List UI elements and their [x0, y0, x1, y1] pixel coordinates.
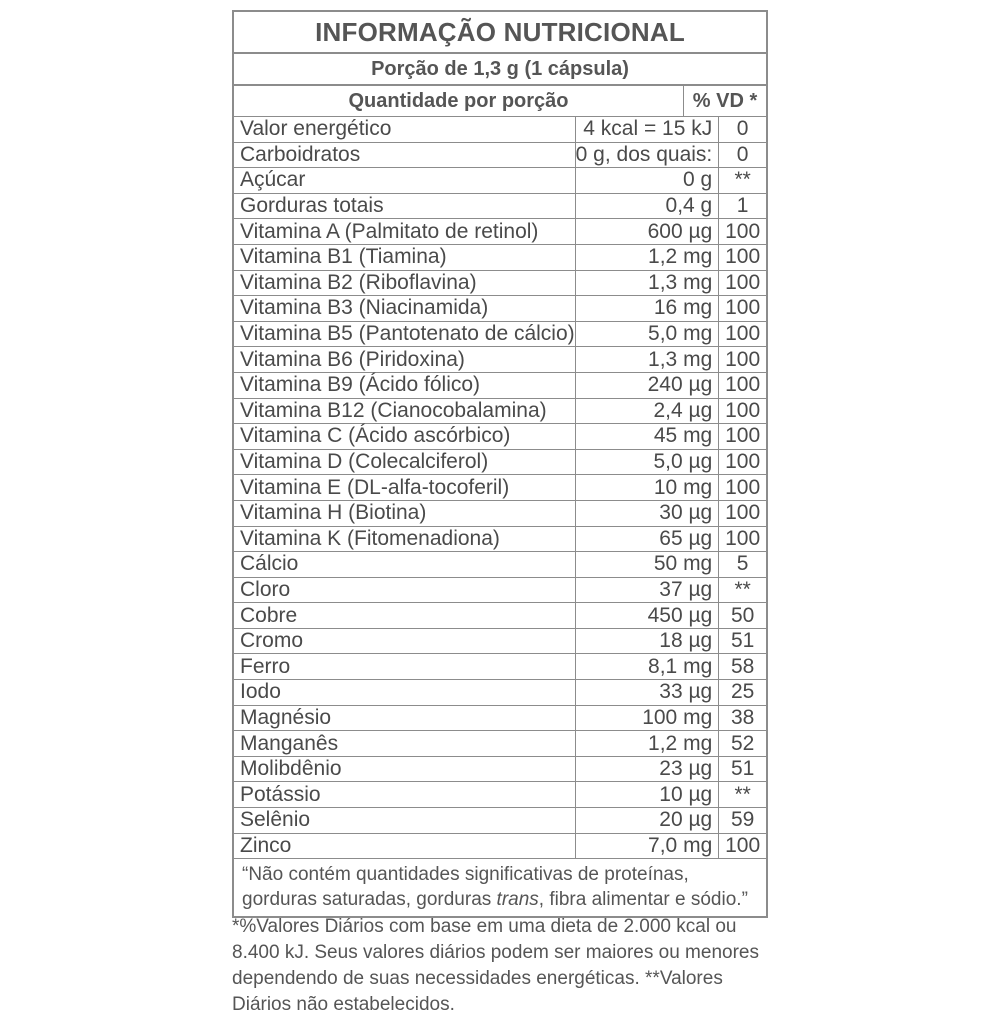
nutrient-name: Manganês	[234, 731, 575, 757]
column-header-row	[234, 86, 766, 117]
nutrient-name: Vitamina C (Ácido ascórbico)	[234, 424, 575, 450]
nutrient-name: Zinco	[234, 833, 575, 859]
nutrient-amount: 23 µg	[575, 756, 719, 782]
nutrient-amount: 8,1 mg	[575, 654, 719, 680]
nutrient-vd: **	[719, 168, 766, 194]
table-row	[234, 296, 766, 322]
nutrient-amount: 5,0 mg	[575, 321, 719, 347]
nutrient-vd: 100	[719, 500, 766, 526]
nutrient-vd: 100	[719, 372, 766, 398]
table-row	[234, 577, 766, 603]
nutrient-vd: 51	[719, 756, 766, 782]
nutrient-name: Carboidratos	[234, 142, 575, 168]
nutrient-amount: 600 µg	[575, 219, 719, 245]
nutrient-amount: 10 µg	[575, 782, 719, 808]
nutrient-vd: 100	[719, 833, 766, 859]
table-row	[234, 808, 766, 834]
nutrient-amount: 37 µg	[575, 577, 719, 603]
nutrient-vd: 1	[719, 193, 766, 219]
nutrient-name: Vitamina B1 (Tiamina)	[234, 244, 575, 270]
nutrient-amount: 450 µg	[575, 603, 719, 629]
nutrient-amount: 1,3 mg	[575, 270, 719, 296]
nutrient-name: Valor energético	[234, 117, 575, 142]
nutrient-amount: 240 µg	[575, 372, 719, 398]
table-row	[234, 449, 766, 475]
nutrient-vd: 100	[719, 424, 766, 450]
table-row	[234, 347, 766, 373]
table-row	[234, 219, 766, 245]
nutrient-vd: 5	[719, 552, 766, 578]
nutrient-vd: 59	[719, 808, 766, 834]
nutrient-amount: 50 mg	[575, 552, 719, 578]
nutrient-name: Cobre	[234, 603, 575, 629]
nutrient-amount: 1,3 mg	[575, 347, 719, 373]
nutrition-facts-panel	[232, 10, 768, 918]
table-row	[234, 680, 766, 706]
table-row	[234, 654, 766, 680]
nutrient-name: Cálcio	[234, 552, 575, 578]
nutrient-name: Vitamina B2 (Riboflavina)	[234, 270, 575, 296]
nutrient-vd: 25	[719, 680, 766, 706]
nutrient-name: Vitamina E (DL-alfa-tocoferil)	[234, 475, 575, 501]
nutrient-vd: 52	[719, 731, 766, 757]
nutrient-name: Cloro	[234, 577, 575, 603]
table-row	[234, 603, 766, 629]
nutrient-amount: 2,4 µg	[575, 398, 719, 424]
table-row	[234, 398, 766, 424]
table-row	[234, 833, 766, 859]
nutrient-vd: 100	[719, 321, 766, 347]
table-row	[234, 193, 766, 219]
table-row	[234, 270, 766, 296]
nutrient-vd: 100	[719, 398, 766, 424]
nutrient-name: Magnésio	[234, 705, 575, 731]
table-row	[234, 500, 766, 526]
nutrient-vd: 0	[719, 142, 766, 168]
nutrient-vd: 100	[719, 475, 766, 501]
nutrient-name: Molibdênio	[234, 756, 575, 782]
nutrient-name: Vitamina B12 (Cianocobalamina)	[234, 398, 575, 424]
footnote	[234, 859, 766, 916]
nutrient-vd: 100	[719, 296, 766, 322]
panel-title: INFORMAÇÃO NUTRICIONAL	[234, 12, 766, 54]
nutrient-amount: 100 mg	[575, 705, 719, 731]
nutrient-vd: 100	[719, 270, 766, 296]
nutrient-amount: 18 µg	[575, 628, 719, 654]
table-row	[234, 756, 766, 782]
table-row	[234, 731, 766, 757]
nutrient-amount: 45 mg	[575, 424, 719, 450]
nutrient-name: Selênio	[234, 808, 575, 834]
nutrient-name: Vitamina B5 (Pantotenato de cálcio)	[234, 321, 575, 347]
nutrient-amount: 16 mg	[575, 296, 719, 322]
nutrient-name: Vitamina A (Palmitato de retinol)	[234, 219, 575, 245]
nutrient-name: Vitamina D (Colecalciferol)	[234, 449, 575, 475]
nutrient-amount: 7,0 mg	[575, 833, 719, 859]
column-header-quantity: Quantidade por porção	[234, 86, 684, 116]
nutrient-amount: 1,2 mg	[575, 244, 719, 270]
nutrient-vd: 58	[719, 654, 766, 680]
nutrient-amount: 10 mg	[575, 475, 719, 501]
table-row	[234, 526, 766, 552]
nutrient-name: Vitamina B3 (Niacinamida)	[234, 296, 575, 322]
nutrient-vd: 38	[719, 705, 766, 731]
table-row	[234, 552, 766, 578]
nutrient-name: Açúcar	[234, 168, 575, 194]
nutrient-amount: 65 µg	[575, 526, 719, 552]
nutrient-table-body	[234, 117, 766, 859]
footnote-italic-text: trans	[496, 889, 539, 911]
nutrient-vd: 100	[719, 449, 766, 475]
nutrient-table	[234, 117, 766, 859]
nutrient-vd: **	[719, 577, 766, 603]
nutrient-amount: 1,2 mg	[575, 731, 719, 757]
table-row	[234, 117, 766, 142]
nutrient-vd: 100	[719, 219, 766, 245]
nutrient-name: Vitamina B6 (Piridoxina)	[234, 347, 575, 373]
table-row	[234, 705, 766, 731]
nutrient-name: Vitamina H (Biotina)	[234, 500, 575, 526]
nutrient-amount: 30 µg	[575, 500, 719, 526]
nutrient-name: Potássio	[234, 782, 575, 808]
nutrient-vd: 0	[719, 117, 766, 142]
table-row	[234, 321, 766, 347]
nutrient-amount: 4 kcal = 15 kJ	[575, 117, 719, 142]
nutrient-name: Iodo	[234, 680, 575, 706]
table-row	[234, 782, 766, 808]
portion-size: Porção de 1,3 g (1 cápsula)	[234, 54, 766, 86]
daily-values-note: *%Valores Diários com base em uma dieta de 2.000 kcal ou 8.400 kJ. Seus valores diários podem ser maiores ou menores dependendo de suas necessidades energéticas. **Valores Diários não estabelecidos.	[232, 916, 759, 1015]
nutrient-name: Cromo	[234, 628, 575, 654]
footnote-text: “Não contém quantidades significativas de proteínas, gorduras saturadas, gorduras	[242, 864, 689, 911]
table-row	[234, 372, 766, 398]
table-row	[234, 168, 766, 194]
table-row	[234, 475, 766, 501]
nutrient-vd: 100	[719, 347, 766, 373]
nutrient-name: Vitamina K (Fitomenadiona)	[234, 526, 575, 552]
table-row	[234, 628, 766, 654]
footnote-text-end: , fibra alimentar e sódio.”	[538, 889, 748, 911]
nutrient-amount: 5,0 µg	[575, 449, 719, 475]
nutrient-name: Vitamina B9 (Ácido fólico)	[234, 372, 575, 398]
nutrient-amount: 33 µg	[575, 680, 719, 706]
nutrient-vd: 51	[719, 628, 766, 654]
nutrient-vd: **	[719, 782, 766, 808]
table-row	[234, 142, 766, 168]
nutrient-name: Ferro	[234, 654, 575, 680]
nutrient-vd: 100	[719, 526, 766, 552]
table-row	[234, 244, 766, 270]
nutrient-amount: 20 µg	[575, 808, 719, 834]
nutrient-amount: 0,4 g	[575, 193, 719, 219]
nutrient-amount: 0 g, dos quais:	[575, 142, 719, 168]
nutrient-vd: 50	[719, 603, 766, 629]
nutrient-name: Gorduras totais	[234, 193, 575, 219]
nutrient-amount: 0 g	[575, 168, 719, 194]
table-row	[234, 424, 766, 450]
column-header-vd: % VD *	[692, 90, 758, 112]
nutrient-vd: 100	[719, 244, 766, 270]
